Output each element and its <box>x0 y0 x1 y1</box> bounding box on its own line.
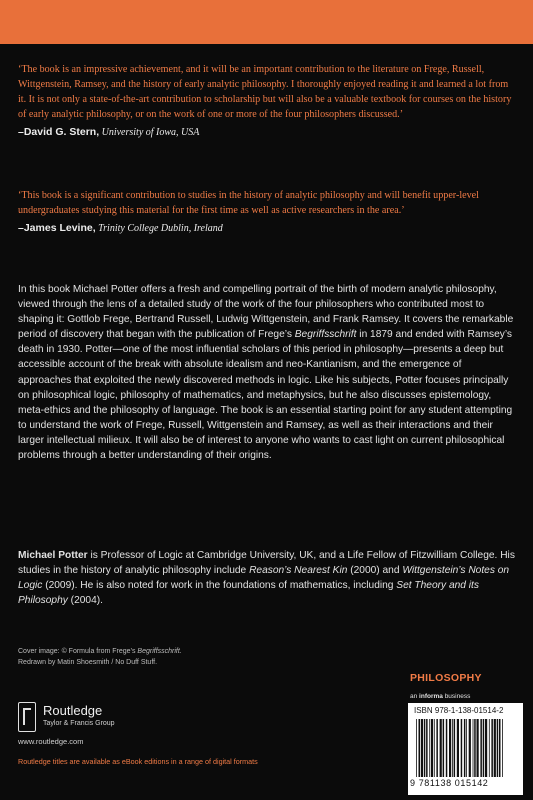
book-description <box>18 282 516 463</box>
informa-business-line <box>410 693 470 700</box>
informa-pre: an <box>410 693 420 700</box>
routledge-logo <box>18 700 218 740</box>
bio-book-3: Set Theory and its Philosophy <box>18 580 479 607</box>
bio-author-name: Michael Potter <box>18 550 88 561</box>
cover-credit-text: Cover image: © Formula from Frege’s <box>18 648 138 655</box>
bio-text-3: (2009). He is also noted for work in the foundations of mathematics, including <box>42 580 397 592</box>
top-accent-bar <box>0 0 533 44</box>
cover-credit-line-2: Redrawn by Matin Shoesmith / No Duff Stuff. <box>18 659 158 666</box>
bio-text-1: is Professor of Logic at Cambridge University, UK, and a Life Fellow of Fitzwilliam College. His studies in the history of analytic philosophy include <box>18 550 515 577</box>
publisher-url: www.routledge.com <box>18 737 84 746</box>
description-text-1: In this book Michael Potter offers a fresh and compelling portrait of the birth of modern analytic philosophy, viewed through the lens of a detailed study of the work of the four philosophers who contributed most to shaping it: Gottlob Frege, Bertrand Russell, Ludwig Wittgenstein, and Frank Ramsey. It covers the remarkable period of discovery that began with the publication of Frege’s <box>18 284 514 341</box>
cover-credit-italic: Begriffsschrift. <box>137 648 182 655</box>
quote-1-text: ‘The book is an impressive achievement, and it will be an important contribution to the literature on Frege, Russell, Wittgenstein, Ramsey, and the history of early analytic philosophy. I thoroughly enjoyed reading it and learned a lot from it. It is not only a state-of-the-art contribution to scholarship but will also be a valuable textbook for courses on the history of early analytic philosophy, or on the work of one or more of the four philosophers discussed.’ <box>18 64 512 120</box>
informa-post: business <box>442 693 471 700</box>
barcode-digits: 9 781138 015142 <box>410 778 489 788</box>
bio-text-4: (2004). <box>67 595 103 607</box>
review-quote-2 <box>18 188 513 236</box>
routledge-r-icon <box>18 702 36 732</box>
quote-2-text: ‘This book is a significant contribution to studies in the history of analytic philosophy and will benefit upper-level undergraduates studying this material for the first time as well as active researchers in the area.’ <box>18 190 479 216</box>
review-quote-1 <box>18 62 513 140</box>
publisher-name: Routledge <box>43 703 103 718</box>
cover-credit <box>18 646 268 668</box>
isbn-label: ISBN 978-1-138-01514-2 <box>414 706 504 715</box>
cover-credit-line-1 <box>18 646 268 657</box>
ebook-note: Routledge titles are available as eBook editions in a range of digital formats <box>18 757 258 766</box>
subject-category: PHILOSOPHY <box>410 672 482 684</box>
publisher-group: Taylor & Francis Group <box>43 720 115 727</box>
bio-book-1: Reason’s Nearest Kin <box>249 565 348 577</box>
quote-2-author: –James Levine, <box>18 222 96 234</box>
barcode-icon <box>416 719 516 777</box>
informa-word: informa <box>419 693 443 700</box>
isbn-barcode-panel <box>408 703 523 795</box>
description-text-2: in 1879 and ended with Ramsey’s death in 1930. Potter—one of the most influential scholars of this period in philosophy—presents a deep but accessible account of the break with absolute idealism and neo-Kantianism, and the emergence of approaches that exploited the newly discovered methods in logic. Like his subjects, Potter focuses principally on philosophical logic, philosophy of mathematics, and metaphysics, but he also discusses epistemology, meta-ethics and the philosophy of language. The book is an essential starting point for any student attempting to understand the work of Frege, Russell, Wittgenstein and Ramsey, as well as their interactions and their larger intellectual milieux. It will also be of interest to anyone who wants to cast light on current philosophical problems through a better understanding of their origins. <box>18 329 513 462</box>
bio-text-2: (2000) and <box>347 565 403 577</box>
description-title-italic: Begriffsschrift <box>294 329 357 341</box>
bio-book-2: Wittgenstein’s Notes on Logic <box>18 565 510 592</box>
quote-1-affiliation: University of Iowa, USA <box>101 127 200 138</box>
quote-2-affiliation: Trinity College Dublin, Ireland <box>98 223 223 234</box>
quote-1-author: –David G. Stern, <box>18 126 100 138</box>
author-bio <box>18 548 516 608</box>
quote-2-attribution <box>18 221 513 236</box>
quote-1-attribution <box>18 125 513 140</box>
